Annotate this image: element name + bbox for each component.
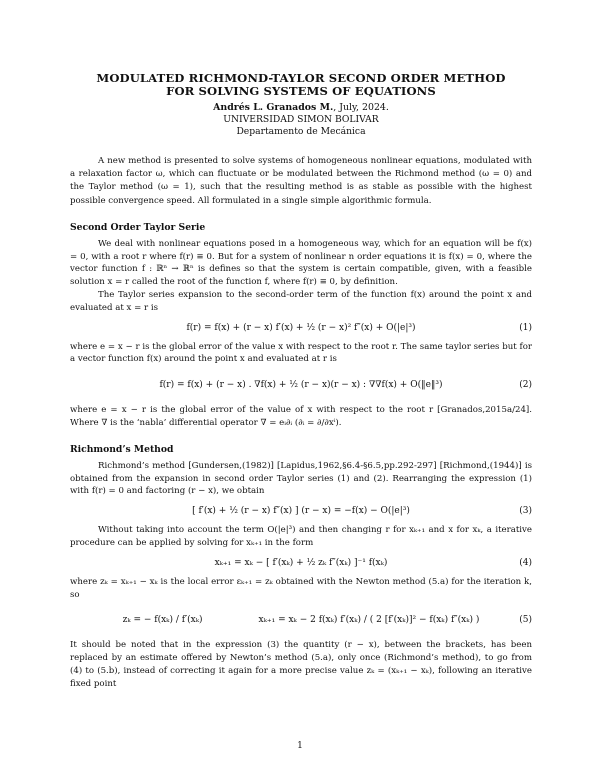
section-heading-richmond: Richmond’s Method (70, 443, 174, 455)
section-heading-taylor: Second Order Taylor Serie (70, 221, 206, 233)
equation-5 (70, 605, 532, 635)
equation-2-body: f(r) = f(x) + (r − x) . ∇f(x) + ½ (r − x)(r − x) : ∇∇f(x) + O(‖e‖³) (159, 380, 443, 391)
equation-5a: zₖ = − f(xₖ) / f′(xₖ) (122, 615, 203, 626)
equation-1 (70, 319, 532, 337)
equation-2 (70, 370, 532, 400)
department: Departamento de Mecánica (236, 125, 366, 137)
taylor-paragraph-3: where e = x − r is the global error of the value x with respect to the root r. The same taylor series but for a vector function f(x) around the point x and evaluated at r is (70, 341, 532, 365)
equation-3-body: [ f′(x) + ½ (r − x) f″(x) ] (r − x) = −f(x) − O(|e|³) (192, 506, 410, 517)
taylor-paragraph-1: We deal with nonlinear equations posed in a homogeneous way, which for an equation will be f(x) = 0, with a root r where f(r) ≡ 0. But for a system of nonlinear n order equations it is f(x) = 0, where the vector function f : ℝⁿ → ℝⁿ is defines so that the system is certain compatible, given, with a feasible solution x = r called the root of the function f, where f(r) ≡ 0, by definition. (70, 238, 532, 288)
equation-2-number: (2) (519, 380, 532, 391)
title-line-2: FOR SOLVING SYSTEMS OF EQUATIONS (166, 84, 436, 98)
equation-1-number: (1) (519, 322, 532, 333)
equation-3 (70, 502, 532, 520)
richmond-paragraph-1: Richmond’s method [Gundersen,(1982)] [Lapidus,1962,§6.4-§6.5,pp.292-297] [Richmond,(1944)] is obtained from the expansion in second order Taylor series (1) and (2). Rearranging the expression (1) with f(r) = 0 and factoring (r − x), we obtain (70, 460, 532, 497)
abstract: A new method is presented to solve systems of homogeneous nonlinear equations, modulated with a relaxation factor ω, which can fluctuate or be modulated between the Richmond method (ω = 0) and the Taylor method (ω = 1), such that the resulting method is as stable as possible with the highest possible convergence speed. All formulated in a single simple algorithmic formula. (70, 156, 532, 206)
equation-4-body: xₖ₊₁ = xₖ − [ f′(xₖ) + ½ zₖ f″(xₖ) ]⁻¹ f(xₖ) (214, 557, 388, 568)
richmond-paragraph-2: Without taking into account the term O(|e|³) and then changing r for xₖ₊₁ and x for xₖ, a iterative procedure can be applied by solving for xₖ₊₁ in the form (70, 525, 532, 548)
taylor-paragraph-2: The Taylor series expansion to the second-order term of the function f(x) around the point x and evaluated at x = r is (70, 290, 532, 313)
institution: UNIVERSIDAD SIMON BOLIVAR (223, 114, 379, 125)
author-line (70, 102, 532, 114)
title-line-1: MODULATED RICHMOND-TAYLOR SECOND ORDER METHOD (96, 71, 506, 85)
paper-page (70, 72, 532, 691)
richmond-paragraph-4: It should be noted that in the expression (3) the quantity (r − x), between the brackets, has been replaced by an estimate offered by Newton’s method (5.a), only once (Richmond’s method), to go from (4) to (5.b), instead of correcting it again for a more precise value zₖ = (xₖ₊₁ − xₖ), following an iterative fixed point (70, 640, 532, 689)
paper-title (70, 72, 532, 98)
equation-5-number: (5) (519, 615, 532, 626)
equation-4-number: (4) (519, 557, 532, 568)
equation-3-number: (3) (519, 506, 532, 517)
equation-4 (70, 554, 532, 572)
author-name: Andrés L. Granados M. (213, 102, 334, 113)
page-number: 1 (297, 741, 303, 751)
author-date: , July, 2024. (333, 102, 389, 113)
taylor-paragraph-4: where e = x − r is the global error of the value of x with respect to the root r [Granados,2015a/24]. Where ∇ is the ‘nabla’ differential operator ∇ = eᵢ∂ᵢ (∂ᵢ = ∂/∂xⁱ). (70, 405, 532, 428)
equation-5-pair (95, 605, 508, 635)
richmond-paragraph-3: where zₖ = xₖ₊₁ − xₖ is the local error εₖ₊₁ = zₖ obtained with the Newton method (5.a) for the iteration k, so (70, 576, 532, 600)
equation-1-body: f(r) = f(x) + (r − x) f′(x) + ½ (r − x)² f″(x) + O(|e|³) (186, 322, 416, 333)
equation-5b: xₖ₊₁ = xₖ − 2 f(xₖ) f′(xₖ) / ( 2 [f′(xₖ)]² − f(xₖ) f″(xₖ) ) (258, 615, 480, 626)
